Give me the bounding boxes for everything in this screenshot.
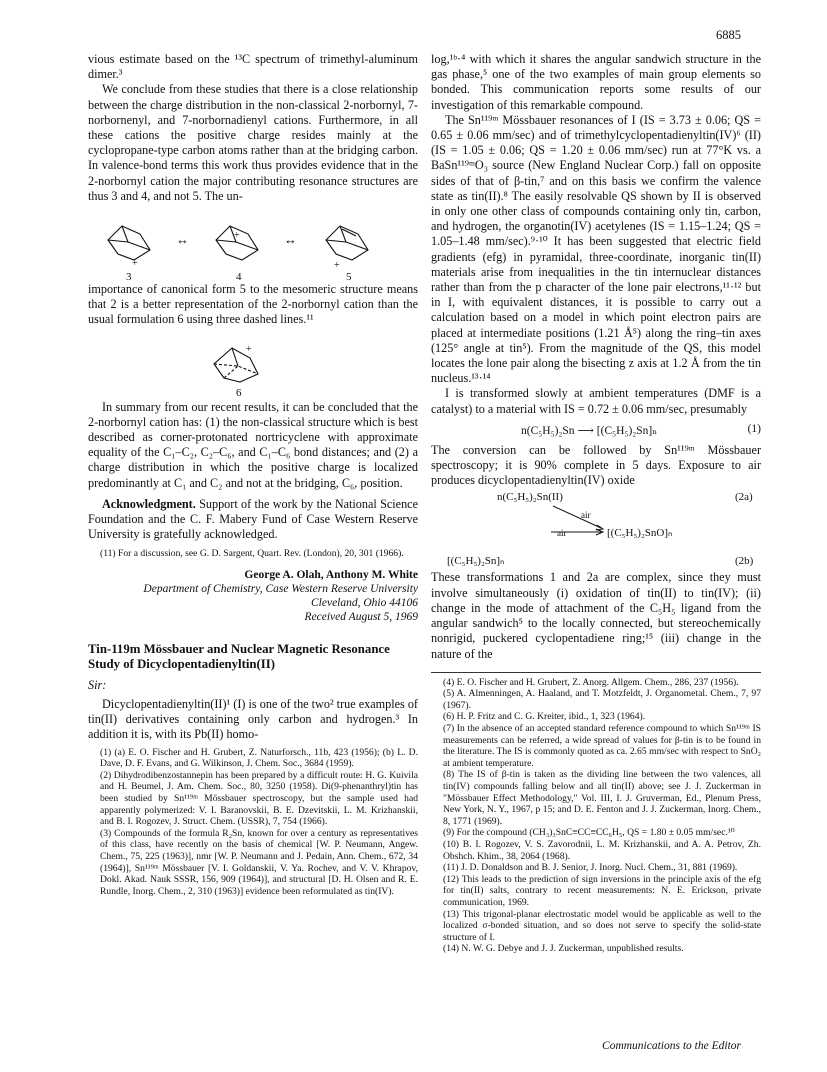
label-6: 6 xyxy=(236,386,242,399)
eq2b-number: (2b) xyxy=(735,555,754,568)
footnote-11b: (11) J. D. Donaldson and B. J. Senior, J. Inorg. Nucl. Chem., 31, 881 (1969). xyxy=(443,862,738,874)
footnote-9: (9) For the compound (CH₃)₃SnC≡CC≡CC₆H₅, QS = 1.80 ± 0.05 mm/sec.¹⁰ xyxy=(443,827,735,839)
footnote-12: (12) This leads to the prediction of sign inversions in the principle axis of the efg for tin(II) salts, contrary to recent measurements: N. E. Erickson, private communication, 1969. xyxy=(443,873,761,908)
eq2b-lhs: [(C₅H₅)₂Sn]ₙ xyxy=(447,555,505,568)
signature-block xyxy=(88,568,418,624)
right-paragraph-3: I is transformed slowly at ambient temperatures (DMF is a catalyst) to a material with IS = 0.72 ± 0.06 mm/sec, presumably xyxy=(431,386,761,416)
footnote-5: (5) A. Almenningen, A. Haaland, and T. Motzfeldt, J. Organometal. Chem., 7, 97 (1967). xyxy=(443,688,761,711)
equation-1 xyxy=(431,423,761,437)
label-4: 4 xyxy=(236,271,242,283)
article-title: Tin-119m Mössbauer and Nuclear Magnetic Resonance Study of Dicyclopentadienyltin(II) xyxy=(88,642,390,672)
structures-3-4-5 xyxy=(88,204,418,282)
left-paragraph-2: We conclude from these studies that there is a close relationship between the charge distribution in the non-classical 2-norbornyl, 7-norbornenyl, and 7-norbornadienyl cations. Furthermore, in all these cations the positive charge resides mainly at the cyclopropane-type carbon atoms rather than at the bridging carbon. In valence-bond terms this work thus provides evidence that in the 2-norbornyl cation the major contributing resonance structures are thus 3 and 4, and not 5. The un- xyxy=(88,82,418,203)
footnote-rule xyxy=(431,672,761,673)
eq2-product: [(C₅H₅)₂SnO]ₙ xyxy=(607,527,673,540)
equation-1-body: n(C₅H₅)₂Sn ⟶ [(C₅H₅)₂Sn]ₙ xyxy=(521,424,658,437)
structure-3 xyxy=(108,226,150,260)
left-column xyxy=(88,52,418,897)
left-footnotes xyxy=(88,747,418,898)
footnote-6: (6) H. P. Fritz and C. G. Kreiter, ibid., 1, 323 (1964). xyxy=(443,711,646,723)
left-paragraph-1: vious estimate based on the ¹³C spectrum of trimethyl-aluminum dimer.³ xyxy=(88,52,418,82)
affiliation-1: Department of Chemistry, Case Western Reserve University xyxy=(143,583,418,596)
left-paragraph-5: Dicyclopentadienyltin(II)¹ (I) is one of the two² true examples of tin(II) derivatives containing only carbon and hydrogen.³ In addition it is, with its Pb(II) homo- xyxy=(88,697,418,742)
footnote-8: (8) The IS of β-tin is taken as the dividing line between the two valences, all tin(IV) compounds falling below and all tin(II) above; see J. J. Zuckerman in "Mössbauer Effect Methodology," Vol. III, I. J. Gruverman, Ed., Plenum Press, New York, N. Y., 1967, p 15; and D. E. Fenton and J. J. Zuckerman, Inorg. Chem., 8, 1771 (1969). xyxy=(443,769,761,827)
structure-5 xyxy=(326,226,368,260)
equation-2-scheme xyxy=(431,488,761,570)
ack-heading: Acknowledgment. xyxy=(102,496,196,511)
right-paragraph-2: The Sn¹¹⁹ᵐ Mössbauer resonances of I (IS = 3.73 ± 0.06; QS = 0.65 ± 0.06 mm/sec) and of trimethylcyclopentadienyltin(IV)⁶ (II) (IS = 1.05 ± 0.06; QS = 1.20 ± 0.06 mm/sec) run at 77°K vs. a BaSn¹¹⁹ᵐO₃ source (New England Nuclear Corp.) fall on opposite sides of that of β-tin,⁷ and on this basis we confirm the valence state as tin(II).⁸ The easily resolvable QS shown by II is observed in only one other class of compounds containing only tin, carbon, and hydrogen, the organotin(IV) acetylenes (IS = 1.15–1.24; QS = 1.05–1.48 mm/sec).⁹·¹⁰ It has been suggested that electric field gradients (efg) in pyramidal, three-coordinate, inorganic tin(II) materials arise from inequalities in the tin internuclear distances rather than from the p character of the lone pair electrons,¹¹·¹² but in I, with equivalent distances, it is possible to carry out a calculation based on a model in which point electron pairs are placed at intermediate positions (1.21 Å⁵) along the ring–tin axes (125° angle at tin⁵). From the magnitude of the QS, this model locates the lone pair along the bisecting z axis at 1.2 Å from the tin nucleus.¹³·¹⁴ xyxy=(431,112,761,386)
footnote-4: (4) E. O. Fischer and H. Grubert, Z. Anorg. Allgem. Chem., 286, 237 (1956). xyxy=(443,676,739,688)
label-3: 3 xyxy=(126,271,132,283)
affiliation-2: Cleveland, Ohio 44106 xyxy=(311,597,418,610)
eq2a-lhs: n(C₅H₅)₂Sn(II) xyxy=(497,491,563,504)
footnote-14: (14) N. W. G. Debye and J. J. Zuckerman, unpublished results. xyxy=(443,943,684,955)
structure-6 xyxy=(88,328,418,400)
right-paragraph-4: The conversion can be followed by Sn¹¹⁹ᵐ Mössbauer spectroscopy; it is 90% complete in 5 days. Exposure to air produces dicyclopentadienyltin(IV) oxide xyxy=(431,442,761,488)
footnote-11: (11) For a discussion, see G. D. Sargent, Quart. Rev. (London), 20, 301 (1966). xyxy=(100,548,404,560)
page-number: 6885 xyxy=(716,28,741,42)
right-paragraph-1: log,¹ᵇ·⁴ with which it shares the angular sandwich structure in the gas phase,⁵ one of the two examples of main group elements so bonded. This communication reports some results of our investigation of this remarkable compound. xyxy=(431,52,761,112)
footnote-2: (2) Dihydrodibenzostannepin has been prepared by a difficult route: H. G. Kuivila and H. Beumel, J. Am. Chem. Soc., 80, 3250 (1958). Di(9-phenanthryl)tin has been studied by Sn¹¹⁹ᵐ Mössbauer spectroscopy, but the sample used had apparently polymerized: V. I. Baranovskii, B. E. Dzevitskii, L. M. Krizhanskii, and B. I. Rogozev, J. Struct. Chem. (USSR), 7, 754 (1966). xyxy=(100,769,418,828)
svg-text:+: + xyxy=(234,230,240,242)
eq2a-number: (2a) xyxy=(735,491,753,504)
page-footer: Communications to the Editor xyxy=(602,1040,741,1052)
eq2-air-1: air xyxy=(581,510,591,521)
eq2-air-2: air xyxy=(557,528,567,539)
footnote-3: (3) Compounds of the formula R₂Sn, known for over a century as representatives of this class, have recently on the basis of chemical [W. P. Neumann, Angew. Chem., 75, 225 (1963)], nmr [W. P. Neumann and J. Pedain, Ann. Chem., 672, 34 (1964)], Sn¹¹⁹ᵐ Mössbauer [V. I. Goldanskii, V. Ya. Rochev, and V. V. Khrapov, Dokl. Akad. Nauk SSSR, 156, 909 (1964)], and structural [D. H. Olsen and R. E. Rundle, Inorg. Chem., 2, 310 (1963)] evidence been reformulated as tin(IV). xyxy=(100,827,418,897)
svg-text:+: + xyxy=(132,258,138,270)
right-footnotes xyxy=(431,677,761,955)
svg-text:+: + xyxy=(334,260,340,272)
label-5: 5 xyxy=(346,271,352,283)
left-paragraph-4: In summary from our recent results, it can be concluded that the 2-norbornyl cation has: (1) the non-classical structure which is best described as corner-protonated nortricyclene with approximate equality of the C₁–C₂, C₂–C₆, and C₁–C₆ bond distances; and (2) a charge distribution in which the positive charge is localized predominantly at C₁ and C₂ and not at the bridging, C₆, position. xyxy=(88,399,418,490)
footnote-10: (10) B. I. Rogozev, V. S. Zavorodnii, L. M. Krizhanskii, and A. A. Petrov, Zh. Obshch. Khim., 38, 2064 (1968). xyxy=(443,839,761,862)
left-paragraph-3: importance of canonical form 5 to the mesomeric structure means that 2 is a better representation of the 2-norbornyl cation than the usual formulation 6 using three dashed lines.¹¹ xyxy=(88,282,418,327)
salutation: Sir: xyxy=(88,678,107,693)
right-column xyxy=(431,52,761,955)
right-paragraph-5: These transformations 1 and 2a are complex, since they must involve simultaneously (i) oxidation of tin(II) to tin(IV); (ii) change in the mode of attachment of the C₅H₅ ligand from the angular sandwich⁵ to the locally connected, but stereochemically nonrigid, puckered cyclopentadiene ring;¹⁵ (iii) change in the nature of the xyxy=(431,570,761,661)
footnote-7: (7) In the absence of an accepted standard reference compound to which Sn¹¹⁹ᵐ IS measurements can be referred, a wide spread of values for β-tin is to be found in the literature. The IS is commonly quoted as ca. 2.65 mm/sec with respect to SnO₂ at ambient temperature. xyxy=(443,723,761,769)
acknowledgment xyxy=(88,497,418,543)
received-date: Received August 5, 1969 xyxy=(304,611,418,624)
svg-text:+: + xyxy=(246,343,252,355)
footnote-1: (1) (a) E. O. Fischer and H. Grubert, Z. Naturforsch., 11b, 423 (1956); (b) L. D. Dave, D. F. Evans, and G. Wilkinson, J. Chem. Soc., 3684 (1959). xyxy=(100,746,418,770)
author-names: George A. Olah, Anthony M. White xyxy=(244,569,418,582)
ack-text: Support of the work by the National Science Foundation and the C. F. Mabery Fund of Case Western Reserve University is gratefully acknowledged. xyxy=(88,496,418,542)
arrow-2: ↔ xyxy=(284,232,297,248)
arrow-1: ↔ xyxy=(176,232,189,248)
equation-1-number: (1) xyxy=(747,422,761,435)
footnote-13: (13) This trigonal-planar electrostatic model would be applicable as well to the localized σ-bonded situation, and so does not serve to specify the solid-state structure of I. xyxy=(443,908,761,943)
